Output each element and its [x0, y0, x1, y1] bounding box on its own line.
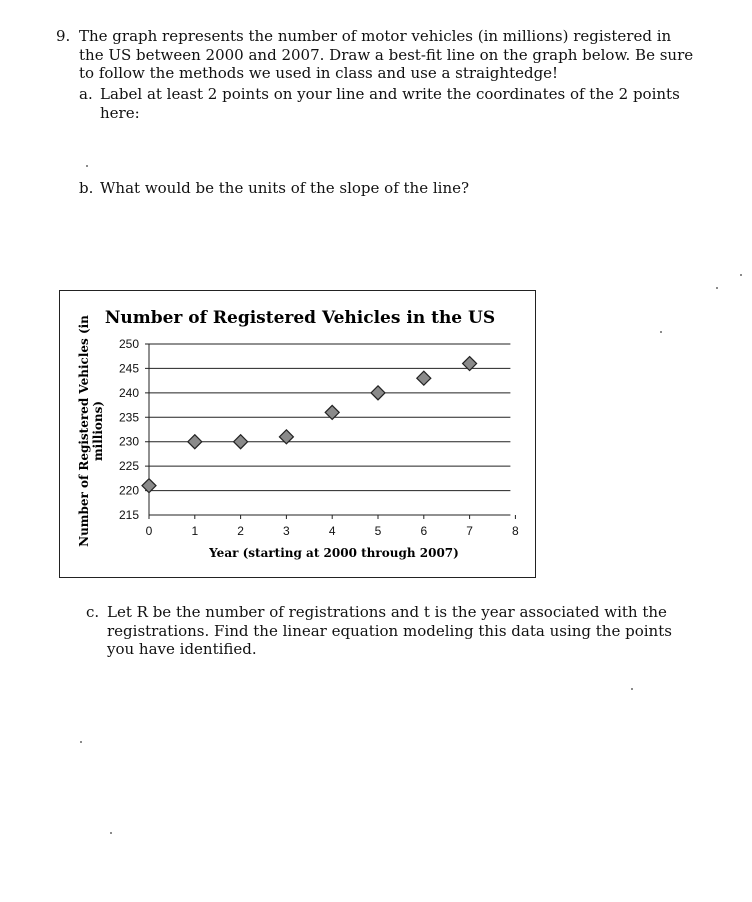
- x-tick-label: 1: [191, 524, 199, 538]
- x-axis-label: Year (starting at 2000 through 2007): [209, 546, 459, 560]
- stray-mark: [80, 741, 82, 743]
- part-b-text: What would be the units of the slope of the line?: [100, 179, 470, 197]
- stray-mark: [660, 331, 662, 333]
- stray-mark: [86, 165, 88, 167]
- stray-mark: [110, 832, 112, 834]
- x-tick-label: 4: [328, 524, 336, 538]
- part-c-label: c.: [86, 603, 100, 621]
- y-tick-label: 230: [118, 434, 139, 449]
- x-tick-label: 7: [466, 524, 473, 538]
- x-tick-label: 6: [420, 524, 428, 538]
- y-tick-label: 240: [118, 385, 139, 400]
- part-a-text: Label at least 2 points on your line and write the coordinates of the 2 points here:: [100, 85, 680, 122]
- part-b: [79, 179, 719, 198]
- scatter-chart: [60, 291, 535, 577]
- data-point: [371, 386, 385, 400]
- chart-title: Number of Registered Vehicles in the US: [104, 308, 496, 328]
- x-tick-label: 0: [145, 524, 153, 538]
- y-tick-label: 220: [118, 483, 139, 498]
- question-number: 9.: [56, 27, 71, 45]
- part-a: [79, 85, 719, 122]
- y-axis-label-line-1: Number of Registered Vehicles (in: [77, 315, 91, 547]
- data-point: [234, 435, 248, 449]
- question-9-text: The graph represents the number of motor vehicles (in millions) registered in the US between 2000 and 2007. Draw a best-fit line on the graph below. Be sure to follow the methods we used in class and use a straightedge!: [79, 27, 694, 82]
- y-tick-label: 245: [118, 361, 139, 376]
- y-tick-label: 225: [118, 459, 139, 474]
- data-points: [142, 357, 477, 493]
- stray-mark: [631, 688, 633, 690]
- y-axis-label: [77, 315, 105, 547]
- axis-layer: [119, 337, 519, 538]
- x-tick-label: 8: [512, 524, 519, 538]
- x-tick-label: 2: [237, 524, 244, 538]
- question-9: [56, 27, 696, 83]
- chart-frame: [59, 290, 536, 578]
- stray-mark: [740, 274, 742, 276]
- stray-mark: [716, 287, 718, 289]
- x-tick-label: 3: [283, 524, 290, 538]
- y-tick-label: 235: [118, 410, 139, 425]
- grid-layer: [145, 344, 510, 491]
- y-tick-label: 215: [118, 508, 139, 522]
- y-tick-label: 250: [118, 337, 139, 351]
- data-point: [417, 371, 431, 385]
- part-c-text: Let R be the number of registrations and t is the year associated with the registrations. Find the linear equation modeling this data using the points you have identified.: [107, 603, 672, 658]
- x-tick-label: 5: [374, 524, 382, 538]
- part-c: [86, 603, 686, 659]
- part-b-label: b.: [79, 179, 94, 197]
- y-axis-label-line-2: millions): [91, 400, 105, 462]
- data-point: [188, 435, 202, 449]
- part-a-label: a.: [79, 85, 93, 103]
